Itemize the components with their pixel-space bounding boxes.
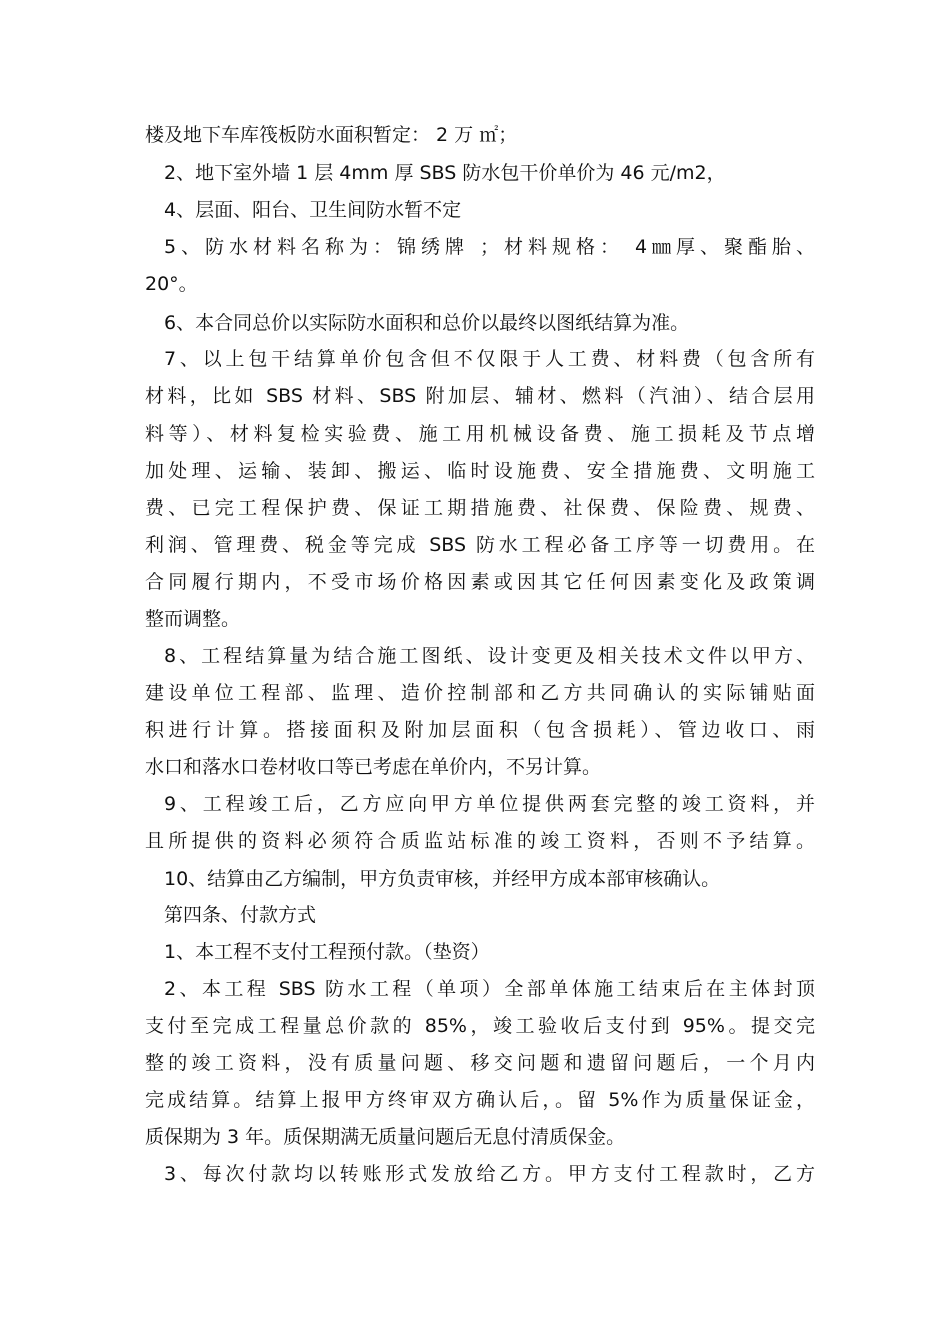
text-line: 整的竣工资料，没有质量问题、移交问题和遗留问题后，一个月内 — [145, 1052, 815, 1074]
text-line: 3、每次付款均以转账形式发放给乙方。甲方支付工程款时，乙方 — [164, 1163, 815, 1185]
text-line: 8、工程结算量为结合施工图纸、设计变更及相关技术文件以甲方、 — [164, 645, 815, 667]
text-line: 整而调整。 — [145, 608, 241, 630]
text-line: 合同履行期内，不受市场价格因素或因其它任何因素变化及政策调 — [145, 571, 815, 593]
text-line: 楼及地下车库筏板防水面积暂定： 2 万 ㎡； — [145, 124, 518, 146]
text-line: 材料，比如 SBS 材料、SBS 附加层、辅材、燃料（汽油）、结合层用 — [145, 385, 815, 407]
text-line: 且所提供的资料必须符合质监站标准的竣工资料，否则不予结算。 — [145, 830, 815, 852]
section-heading: 第四条、付款方式 — [164, 904, 317, 926]
text-line: 4、层面、阳台、卫生间防水暂不定 — [164, 199, 462, 221]
text-line: 20°。 — [145, 273, 198, 295]
text-line: 费、已完工程保护费、保证工期措施费、社保费、保险费、规费、 — [145, 497, 815, 519]
text-line: 水口和落水口卷材收口等已考虑在单价内，不另计算。 — [145, 756, 602, 778]
text-line: 10、结算由乙方编制，甲方负责审核，并经甲方成本部审核确认。 — [164, 868, 721, 890]
text-line: 建设单位工程部、监理、造价控制部和乙方共同确认的实际铺贴面 — [145, 682, 815, 704]
text-line: 积进行计算。搭接面积及附加层面积（包含损耗）、管边收口、雨 — [145, 719, 815, 741]
text-line: 料等）、材料复检实验费、施工用机械设备费、施工损耗及节点增 — [145, 423, 815, 445]
text-line: 7、以上包干结算单价包含但不仅限于人工费、材料费（包含所有 — [164, 348, 815, 370]
text-line: 1、本工程不支付工程预付款。（垫资） — [164, 941, 490, 963]
text-line: 9、工程竣工后，乙方应向甲方单位提供两套完整的竣工资料，并 — [164, 793, 815, 815]
text-line: 6、本合同总价以实际防水面积和总价以最终以图纸结算为准。 — [164, 312, 690, 334]
text-line: 质保期为 3 年。质保期满无质量问题后无息付清质保金。 — [145, 1126, 626, 1148]
text-line: 2、地下室外墙 1 层 4mm 厚 SBS 防水包干价单价为 46 元/m2， — [164, 162, 726, 184]
text-line: 加处理、运输、装卸、搬运、临时设施费、安全措施费、文明施工 — [145, 460, 815, 482]
text-line: 2、本工程 SBS 防水工程（单项）全部单体施工结束后在主体封顶 — [164, 978, 815, 1000]
text-line: 支付至完成工程量总价款的 85%，竣工验收后支付到 95%。提交完 — [145, 1015, 815, 1037]
text-line: 利润、管理费、税金等完成 SBS 防水工程必备工序等一切费用。在 — [145, 534, 815, 556]
text-line: 5、防水材料名称为：锦绣牌 ；材料规格： 4㎜厚、聚酯胎、 — [164, 236, 815, 258]
text-line: 完成结算。结算上报甲方终审双方确认后，。留 5%作为质量保证金， — [145, 1089, 815, 1111]
